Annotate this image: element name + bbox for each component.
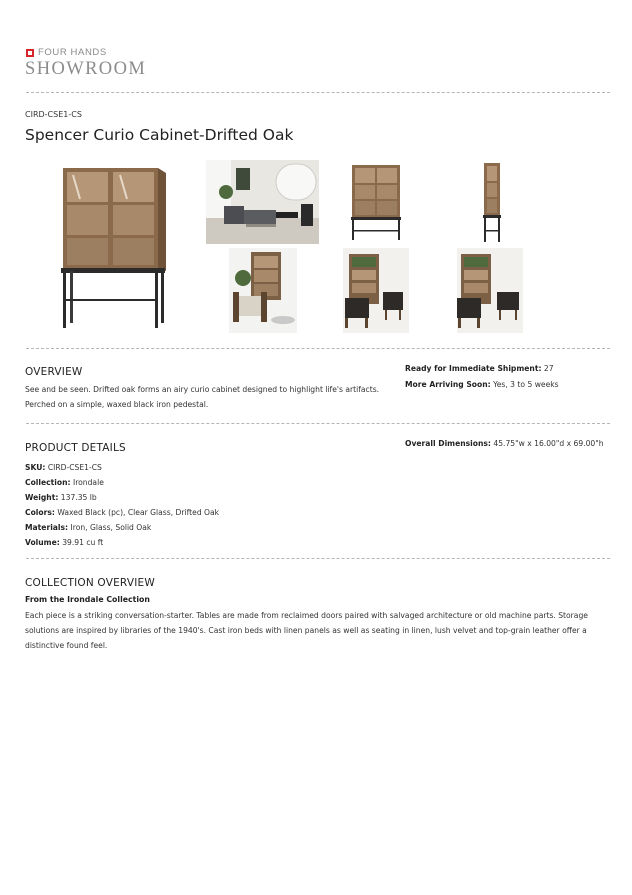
- detail-label: Weight:: [25, 493, 59, 502]
- cabinet-side-view: [456, 160, 536, 244]
- detail-row-colors: [25, 505, 219, 520]
- overview-line: See and be seen. Drifted oak forms an airy curio cabinet designed to highlight life's artifacts.: [25, 385, 380, 394]
- details-heading: PRODUCT DETAILS: [25, 442, 126, 454]
- main-product-image: [58, 163, 168, 333]
- overview-heading: OVERVIEW: [25, 366, 83, 378]
- overview-line: Perched on a simple, waxed black iron pedestal.: [25, 400, 209, 409]
- shipment-value: 27: [541, 364, 554, 373]
- arriving-value: Yes, 3 to 5 weeks: [490, 380, 559, 389]
- detail-row-materials: [25, 520, 219, 535]
- collection-line: distinctive found feel.: [25, 641, 108, 650]
- collection-description: [25, 608, 615, 653]
- room-scene-living: [206, 160, 319, 244]
- lifestyle-chairs-shelf-2: [457, 248, 523, 333]
- collection-line: solutions are inspired by libraries of the 1940's. Cast iron beds with linen panels as well as seating in linen, lush velvet and top-grain leather offer a: [25, 626, 587, 635]
- divider: [26, 92, 610, 93]
- divider: [26, 558, 610, 559]
- brand-mark-icon: [26, 49, 34, 57]
- brand-name-showroom: SHOWROOM: [25, 59, 147, 79]
- dimensions-info: [405, 439, 604, 448]
- detail-label: Volume:: [25, 538, 60, 547]
- detail-row-sku: [25, 460, 219, 475]
- detail-value: 39.91 cu ft: [59, 538, 104, 547]
- detail-value: 137.35 lb: [58, 493, 97, 502]
- collection-subheading: From the Irondale Collection: [25, 595, 150, 604]
- detail-label: Materials:: [25, 523, 69, 532]
- product-code: CIRD-CSE1-CS: [25, 110, 82, 119]
- brand-logo: [26, 47, 107, 58]
- detail-label: SKU:: [25, 463, 46, 472]
- details-list: [25, 460, 219, 550]
- product-title: Spencer Curio Cabinet-Drifted Oak: [25, 126, 294, 144]
- divider: [26, 348, 610, 349]
- collection-line: Each piece is a striking conversation-starter. Tables are made from reclaimed doors paired with salvaged architecture or old machine parts. Storage: [25, 611, 588, 620]
- lifestyle-chairs-shelf-1: [343, 248, 409, 333]
- detail-label: Colors:: [25, 508, 55, 517]
- detail-value: Waxed Black (pc), Clear Glass, Drifted Oak: [54, 508, 220, 517]
- dimensions-label: Overall Dimensions:: [405, 439, 491, 448]
- detail-label: Collection:: [25, 478, 71, 487]
- detail-value: Irondale: [70, 478, 104, 487]
- shipment-info: [405, 364, 554, 373]
- overview-description: [25, 382, 379, 412]
- collection-heading: COLLECTION OVERVIEW: [25, 577, 155, 589]
- detail-row-collection: [25, 475, 219, 490]
- arriving-label: More Arriving Soon:: [405, 380, 491, 389]
- detail-value: Iron, Glass, Solid Oak: [68, 523, 152, 532]
- dimensions-value: 45.75"w x 16.00"d x 69.00"h: [490, 439, 604, 448]
- divider: [26, 423, 610, 424]
- detail-value: CIRD-CSE1-CS: [45, 463, 102, 472]
- detail-row-volume: [25, 535, 219, 550]
- brand-name-small: FOUR HANDS: [38, 47, 107, 58]
- cabinet-front-view: [346, 160, 408, 244]
- lifestyle-chair-cabinet: [229, 248, 297, 333]
- detail-row-weight: [25, 490, 219, 505]
- arriving-info: [405, 380, 559, 389]
- shipment-label: Ready for Immediate Shipment:: [405, 364, 542, 373]
